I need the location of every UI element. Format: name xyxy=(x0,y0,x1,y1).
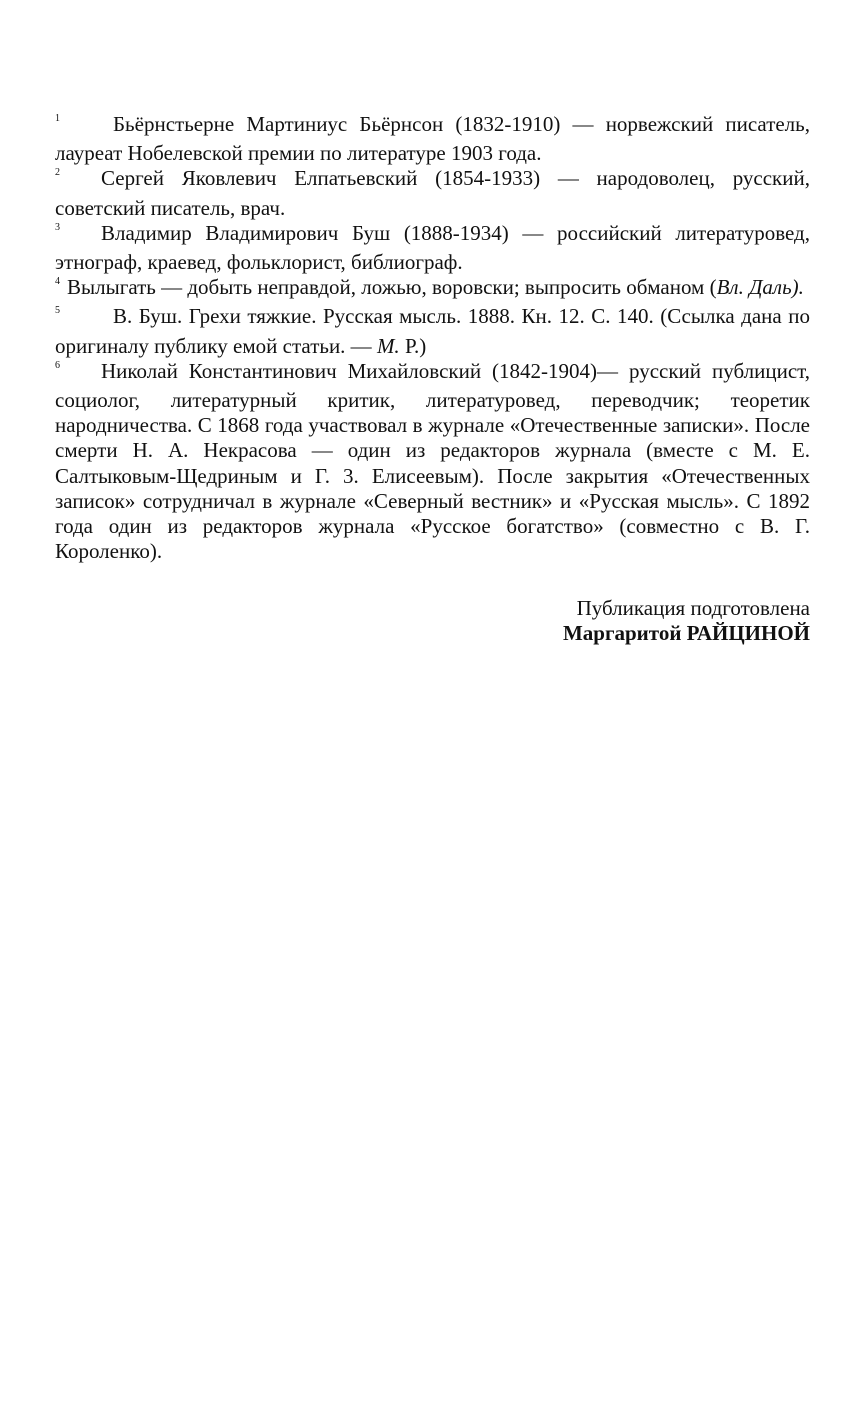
credit-line: Публикация подготовлена xyxy=(576,596,810,620)
footnote-number: 2 xyxy=(55,167,60,179)
footnote-text: Владимир Владимирович Буш (1888-1934) — российский литературовед, этнограф, краевед, фольклорист, библиограф. xyxy=(55,220,810,275)
footnote-text: Вылыгать — добыть неправдой, ложью, воровски; выпросить обманом ( xyxy=(67,275,717,300)
footnote-5 xyxy=(55,304,810,358)
footnote-text: Бьёрнстьерне Мартиниус Бьёрнсон (1832-1910) — норвежский писатель, лауреат Нобелевской премии по литературе 1903 года. xyxy=(55,112,810,166)
footnote-initial: М. xyxy=(376,333,400,358)
footnote-3 xyxy=(55,221,810,275)
publication-credit xyxy=(563,596,810,646)
footnote-text: Сергей Яковлевич Елпатьевский (1854-1933) — народоволец, русский, советский писатель, врач. xyxy=(55,166,810,220)
footnote-number: 1 xyxy=(55,113,60,124)
footnote-text: Николай Константинович Михайловский (1842-1904)— русский публицист, социолог, литературный критик, литературовед, переводчик; теоретик народничества. С 1868 года участвовал в журнале «Отечественные записки». После смерти Н. А. Некрасова — один из редакторов журнала (вместе с М. Е. Салтыковым-Щедриным и Г. 3. Елисеевым). После закрытия «Отечественных записок» сотрудничал в журнале «Северный вестник» и «Русская мысль». С 1892 года один из редакторов журнала «Русское богатство» (совместно с В. Г. Короленко). xyxy=(55,358,810,564)
footnote-6 xyxy=(55,359,810,565)
footnote-number: 5 xyxy=(55,305,60,317)
footnote-number: 4 xyxy=(55,276,60,288)
credit-author: Маргаритой РАЙЦИНОЙ xyxy=(562,621,810,646)
footnote-number: 6 xyxy=(55,359,60,371)
footnotes-block xyxy=(55,112,810,564)
footnote-tail: Р.) xyxy=(399,333,427,358)
footnote-source: Вл. Даль). xyxy=(716,275,804,300)
footnote-4 xyxy=(55,275,810,304)
footnote-number: 3 xyxy=(55,221,60,233)
footnote-1 xyxy=(55,112,810,166)
footnote-text: В. Буш. Грехи тяжкие. Русская мысль. 1888. Кн. 12. С. 140. (Ссылка дана по оригиналу публику емой статьи. — xyxy=(55,304,810,358)
footnote-2 xyxy=(55,166,810,220)
